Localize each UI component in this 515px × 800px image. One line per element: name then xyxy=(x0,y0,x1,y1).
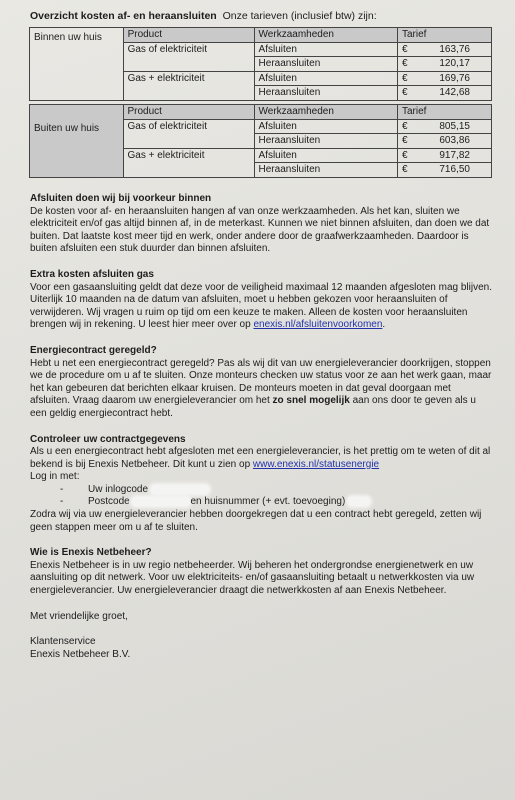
product-cell: Gas of elektriciteit xyxy=(123,42,254,71)
section-extra-gas-costs xyxy=(30,269,492,332)
currency-symbol: € xyxy=(401,135,408,146)
currency-symbol: € xyxy=(401,164,408,175)
closing-department: Klantenservice xyxy=(30,636,96,648)
work-cell: Heraansluiten xyxy=(254,163,397,178)
section-title: Afsluiten doen wij bij voorkeur binnen xyxy=(30,193,212,204)
tariff-cell xyxy=(397,148,491,163)
section-energy-contract xyxy=(30,345,492,421)
currency-symbol: € xyxy=(401,43,408,55)
letter-body xyxy=(30,193,492,661)
currency-symbol: € xyxy=(401,149,408,161)
tariff-cell xyxy=(397,71,491,86)
section-title: Energiecontract geregeld? xyxy=(30,344,157,356)
redacted-blur xyxy=(151,485,209,494)
tariff-amount: 169,76 xyxy=(439,72,470,84)
currency-symbol: € xyxy=(401,120,408,132)
tariff-amount: 716,50 xyxy=(439,164,470,175)
login-list xyxy=(30,484,492,509)
page-header xyxy=(30,10,377,22)
closing-greeting: Met vriendelijke groet, xyxy=(30,610,128,622)
tariff-amount: 805,15 xyxy=(439,120,470,132)
tariff-cell xyxy=(397,134,491,149)
emphasis-text: zo snel mogelijk xyxy=(272,395,350,407)
section-title: Extra kosten afsluiten gas xyxy=(30,268,154,280)
afsluitenvoorkomen-link[interactable]: enexis.nl/afsluitenvoorkomen xyxy=(253,319,383,331)
tariff-amount: 917,82 xyxy=(439,149,470,161)
product-cell: Gas of elektriciteit xyxy=(123,119,254,148)
section-check-contract xyxy=(30,434,492,535)
tariff-cell xyxy=(397,163,491,178)
currency-symbol: € xyxy=(401,58,408,69)
col-header-tariff: Tarief xyxy=(397,28,491,43)
list-item xyxy=(60,484,492,497)
section-text: Enexis Netbeheer is in uw regio netbeheerder. Wij beheren het ondergrondse energienetwerk en uw aansluiting op dit netwerk. Voor uw elektriciteits- en/of gasaansluiting betaalt u netwerkkosten via uw energieleverancier. Uw energieleverancier draagt die netwerkkosten af aan Enexis Netbeheer. xyxy=(30,559,475,597)
work-cell: Heraansluiten xyxy=(254,86,397,101)
section-text-tail: aan ons door te geven als u een geldig energiecontract hebt. xyxy=(30,395,476,419)
col-header-tariff: Tarief xyxy=(397,105,491,120)
tariff-cell xyxy=(397,42,491,57)
section-text-body: Voor een gasaansluiting geldt dat deze voor de veiligheid maximaal 12 maanden afgesloten mag blijven. Uiterlijk 10 maanden na de datum van afsluiten, moet u hebben gekozen voor heraansluiten of verwijderen. Wij vragen u ruim op tijd om een keuze te maken. Alleen de kosten voor heraansluiten brengen wij in rekening. U leest hier meer over op xyxy=(30,281,492,331)
section-indoor-disconnect xyxy=(30,193,492,256)
tariff-amount: 163,76 xyxy=(439,43,470,55)
section-who-is-enexis xyxy=(30,547,492,597)
redacted-blur xyxy=(348,497,370,506)
statusenergie-link[interactable]: www.enexis.nl/statusenergie xyxy=(252,458,380,470)
tariff-amount: 120,17 xyxy=(439,58,470,69)
work-cell: Heraansluiten xyxy=(254,134,397,149)
section-text-after: Zodra wij via uw energieleverancier hebben doorgekregen dat u een contract hebt geregeld, zetten wij geen stappen meer om u af te sluiten. xyxy=(30,509,482,533)
currency-symbol: € xyxy=(401,87,408,98)
closing-company: Enexis Netbeheer B.V. xyxy=(30,648,131,660)
work-cell: Afsluiten xyxy=(254,148,397,163)
work-cell: Afsluiten xyxy=(254,42,397,57)
header-subtitle: Onze tarieven (inclusief btw) zijn: xyxy=(222,10,377,22)
work-cell: Afsluiten xyxy=(254,71,397,86)
col-header-work: Werkzaamheden xyxy=(254,105,397,120)
section-title: Controleer uw contractgegevens xyxy=(30,433,186,445)
col-header-product: Product xyxy=(123,28,254,43)
work-cell: Heraansluiten xyxy=(254,57,397,72)
section-text-body: Hebt u net een energiecontract geregeld? Pas als wij dit van uw energieleverancier doorkrijgen, stoppen we de procedure om u af te sluiten. Onze monteurs checken uw status voor ze aan het werk gaan, maar het kan gebeuren dat berichten elkaar kruisen. De monteurs moeten in dat geval doorgaan met afsluiten. Vraag daarom uw energieleverancier om het xyxy=(30,357,492,407)
section-text-tail: . xyxy=(382,319,386,331)
currency-symbol: € xyxy=(401,72,408,84)
login-item-housenumber: en huisnummer (+ evt. toevoeging) xyxy=(190,496,346,508)
login-item-postcode: Postcode xyxy=(88,496,130,508)
col-header-product: Product xyxy=(123,105,254,120)
header-title: Overzicht kosten af- en heraansluiten xyxy=(30,10,217,22)
table-header-row xyxy=(30,28,492,43)
section-text xyxy=(30,446,492,471)
tariff-cell xyxy=(397,86,491,101)
product-cell: Gas + elektriciteit xyxy=(123,148,254,177)
redacted-blur xyxy=(132,497,190,506)
tariff-amount: 142,68 xyxy=(439,87,470,98)
location-cell: Binnen uw huis xyxy=(30,28,124,101)
login-item-code: Uw inlogcode xyxy=(88,483,149,495)
section-title: Wie is Enexis Netbeheer? xyxy=(30,547,152,559)
tariff-cell xyxy=(397,57,491,72)
tariff-table-outside xyxy=(29,104,492,178)
list-item xyxy=(60,496,492,509)
section-text xyxy=(30,358,492,421)
tariff-table-inside xyxy=(29,27,492,101)
col-header-work: Werkzaamheden xyxy=(254,28,397,43)
location-cell: Buiten uw huis xyxy=(30,105,124,178)
tariff-amount: 603,86 xyxy=(439,135,470,146)
login-label: Log in met: xyxy=(30,471,80,483)
work-cell: Afsluiten xyxy=(254,119,397,134)
section-text: De kosten voor af- en heraansluiten hangen af van onze werkzaamheden. Als het kan, sluiten we elektriciteit en/of gas altijd binnen af, in de meterkast. Kunnen we niet binnen afsluiten, dan doen we dat buiten. Dat laatste kost meer tijd en werk, onder andere door de graafwerkzaamheden. Daardoor is buiten afsluiten een stuk duurder dan binnen afsluiten. xyxy=(30,205,490,255)
tariff-cell xyxy=(397,119,491,134)
section-text xyxy=(30,282,492,332)
section-text-body: Als u een energiecontract hebt afgesloten met een energieleverancier, is het prettig om te weten of dit al bekend is bij Enexis Netbeheer. Dit kunt u zien op xyxy=(30,446,491,470)
product-cell: Gas + elektriciteit xyxy=(123,71,254,100)
table-header-row xyxy=(30,105,492,120)
